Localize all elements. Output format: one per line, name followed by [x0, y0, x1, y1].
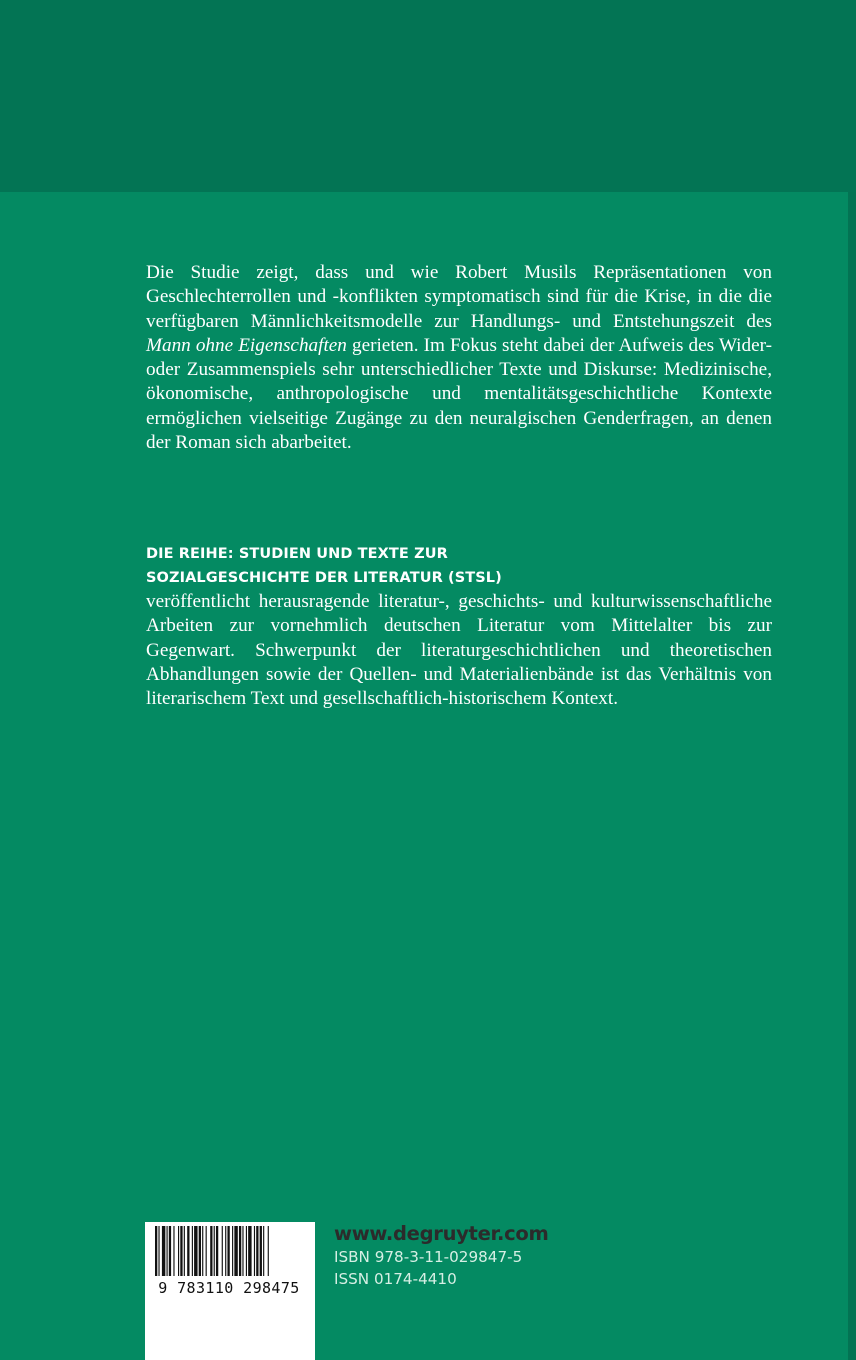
barcode-digits: 9 783110 298475	[158, 1279, 300, 1297]
barcode-bar	[158, 1226, 159, 1276]
barcode-bar	[169, 1226, 171, 1276]
top-color-band	[0, 0, 856, 192]
series-heading	[146, 542, 746, 590]
issn-number: ISSN 0174-4410	[334, 1270, 457, 1288]
series-description: veröffentlicht herausragende literatur-, geschichts- und kulturwissenschaftliche Arbeiten zur vornehmlich deutschen Literatur vom Mittelalter bis zur Gegenwart. Schwerpunkt der literaturgeschichtlichen und theoretischen Abhandlungen sowie der Quellen- und Materialienbände ist das Verhältnis von literarischem Text und gesellschaftlich-historischem Kontext.	[146, 591, 772, 710]
barcode-bar	[184, 1226, 185, 1276]
barcode-bar	[194, 1226, 197, 1276]
barcode-bar	[242, 1226, 243, 1276]
barcode-bar	[155, 1226, 157, 1276]
barcode-bar	[187, 1226, 189, 1276]
barcode-bar	[227, 1226, 229, 1276]
barcode-bar	[192, 1226, 193, 1276]
barcode-bar	[206, 1226, 207, 1276]
barcode-bar	[263, 1226, 264, 1276]
barcode-bar	[167, 1226, 168, 1276]
barcode	[145, 1222, 315, 1360]
barcode-bar	[222, 1226, 223, 1276]
barcode-bar	[178, 1226, 179, 1276]
barcode-bar	[162, 1226, 165, 1276]
barcode-bar	[246, 1226, 247, 1276]
blurb-text-start: Die Studie zeigt, dass und wie Robert Musils Repräsentationen von Geschlechterrollen und -konflikten symptomatisch sind für die Krise, in die die verfügbaren Männlichkeitsmodelle zur Handlungs- und Entstehungszeit des	[146, 262, 772, 332]
barcode-bar	[248, 1226, 251, 1276]
barcode-bar	[234, 1226, 237, 1276]
barcode-bar	[199, 1226, 201, 1276]
barcode-bar	[260, 1226, 262, 1276]
barcode-bars	[145, 1222, 315, 1282]
book-blurb	[146, 261, 772, 455]
barcode-bar	[214, 1226, 215, 1276]
barcode-bar	[254, 1226, 255, 1276]
isbn-number: ISBN 978-3-11-029847-5	[334, 1248, 523, 1266]
barcode-bar	[256, 1226, 258, 1276]
series-heading-line-2: SOZIALGESCHICHTE DER LITERATUR (STSL)	[146, 570, 502, 586]
barcode-bar	[173, 1226, 174, 1276]
book-title-italic: Mann ohne Eigenschaften	[146, 334, 347, 356]
series-heading-line-1: DIE REIHE: STUDIEN UND TEXTE ZUR	[146, 546, 448, 562]
barcode-bar	[232, 1226, 233, 1276]
barcode-bar	[239, 1226, 241, 1276]
barcode-bar	[268, 1226, 269, 1276]
publisher-url[interactable]: www.degruyter.com	[334, 1222, 549, 1245]
spine-edge	[848, 192, 856, 1360]
barcode-bar	[225, 1226, 226, 1276]
barcode-bar	[210, 1226, 212, 1276]
barcode-bar	[180, 1226, 182, 1276]
barcode-bar	[202, 1226, 203, 1276]
publisher-info	[334, 1222, 594, 1290]
blurb-text-end: gerieten. Im Fokus steht dabei der Aufweis des Wider- oder Zusammenspiels sehr unterschiedlicher Texte und Diskurse: Medizinische, ökonomische, anthropologische und mentalitätsgeschichtliche Kontexte ermöglichen vielseitige Zugänge zu den neuralgischen Genderfragen, an denen der Roman sich abarbeitet.	[146, 334, 772, 454]
barcode-bar	[216, 1226, 218, 1276]
